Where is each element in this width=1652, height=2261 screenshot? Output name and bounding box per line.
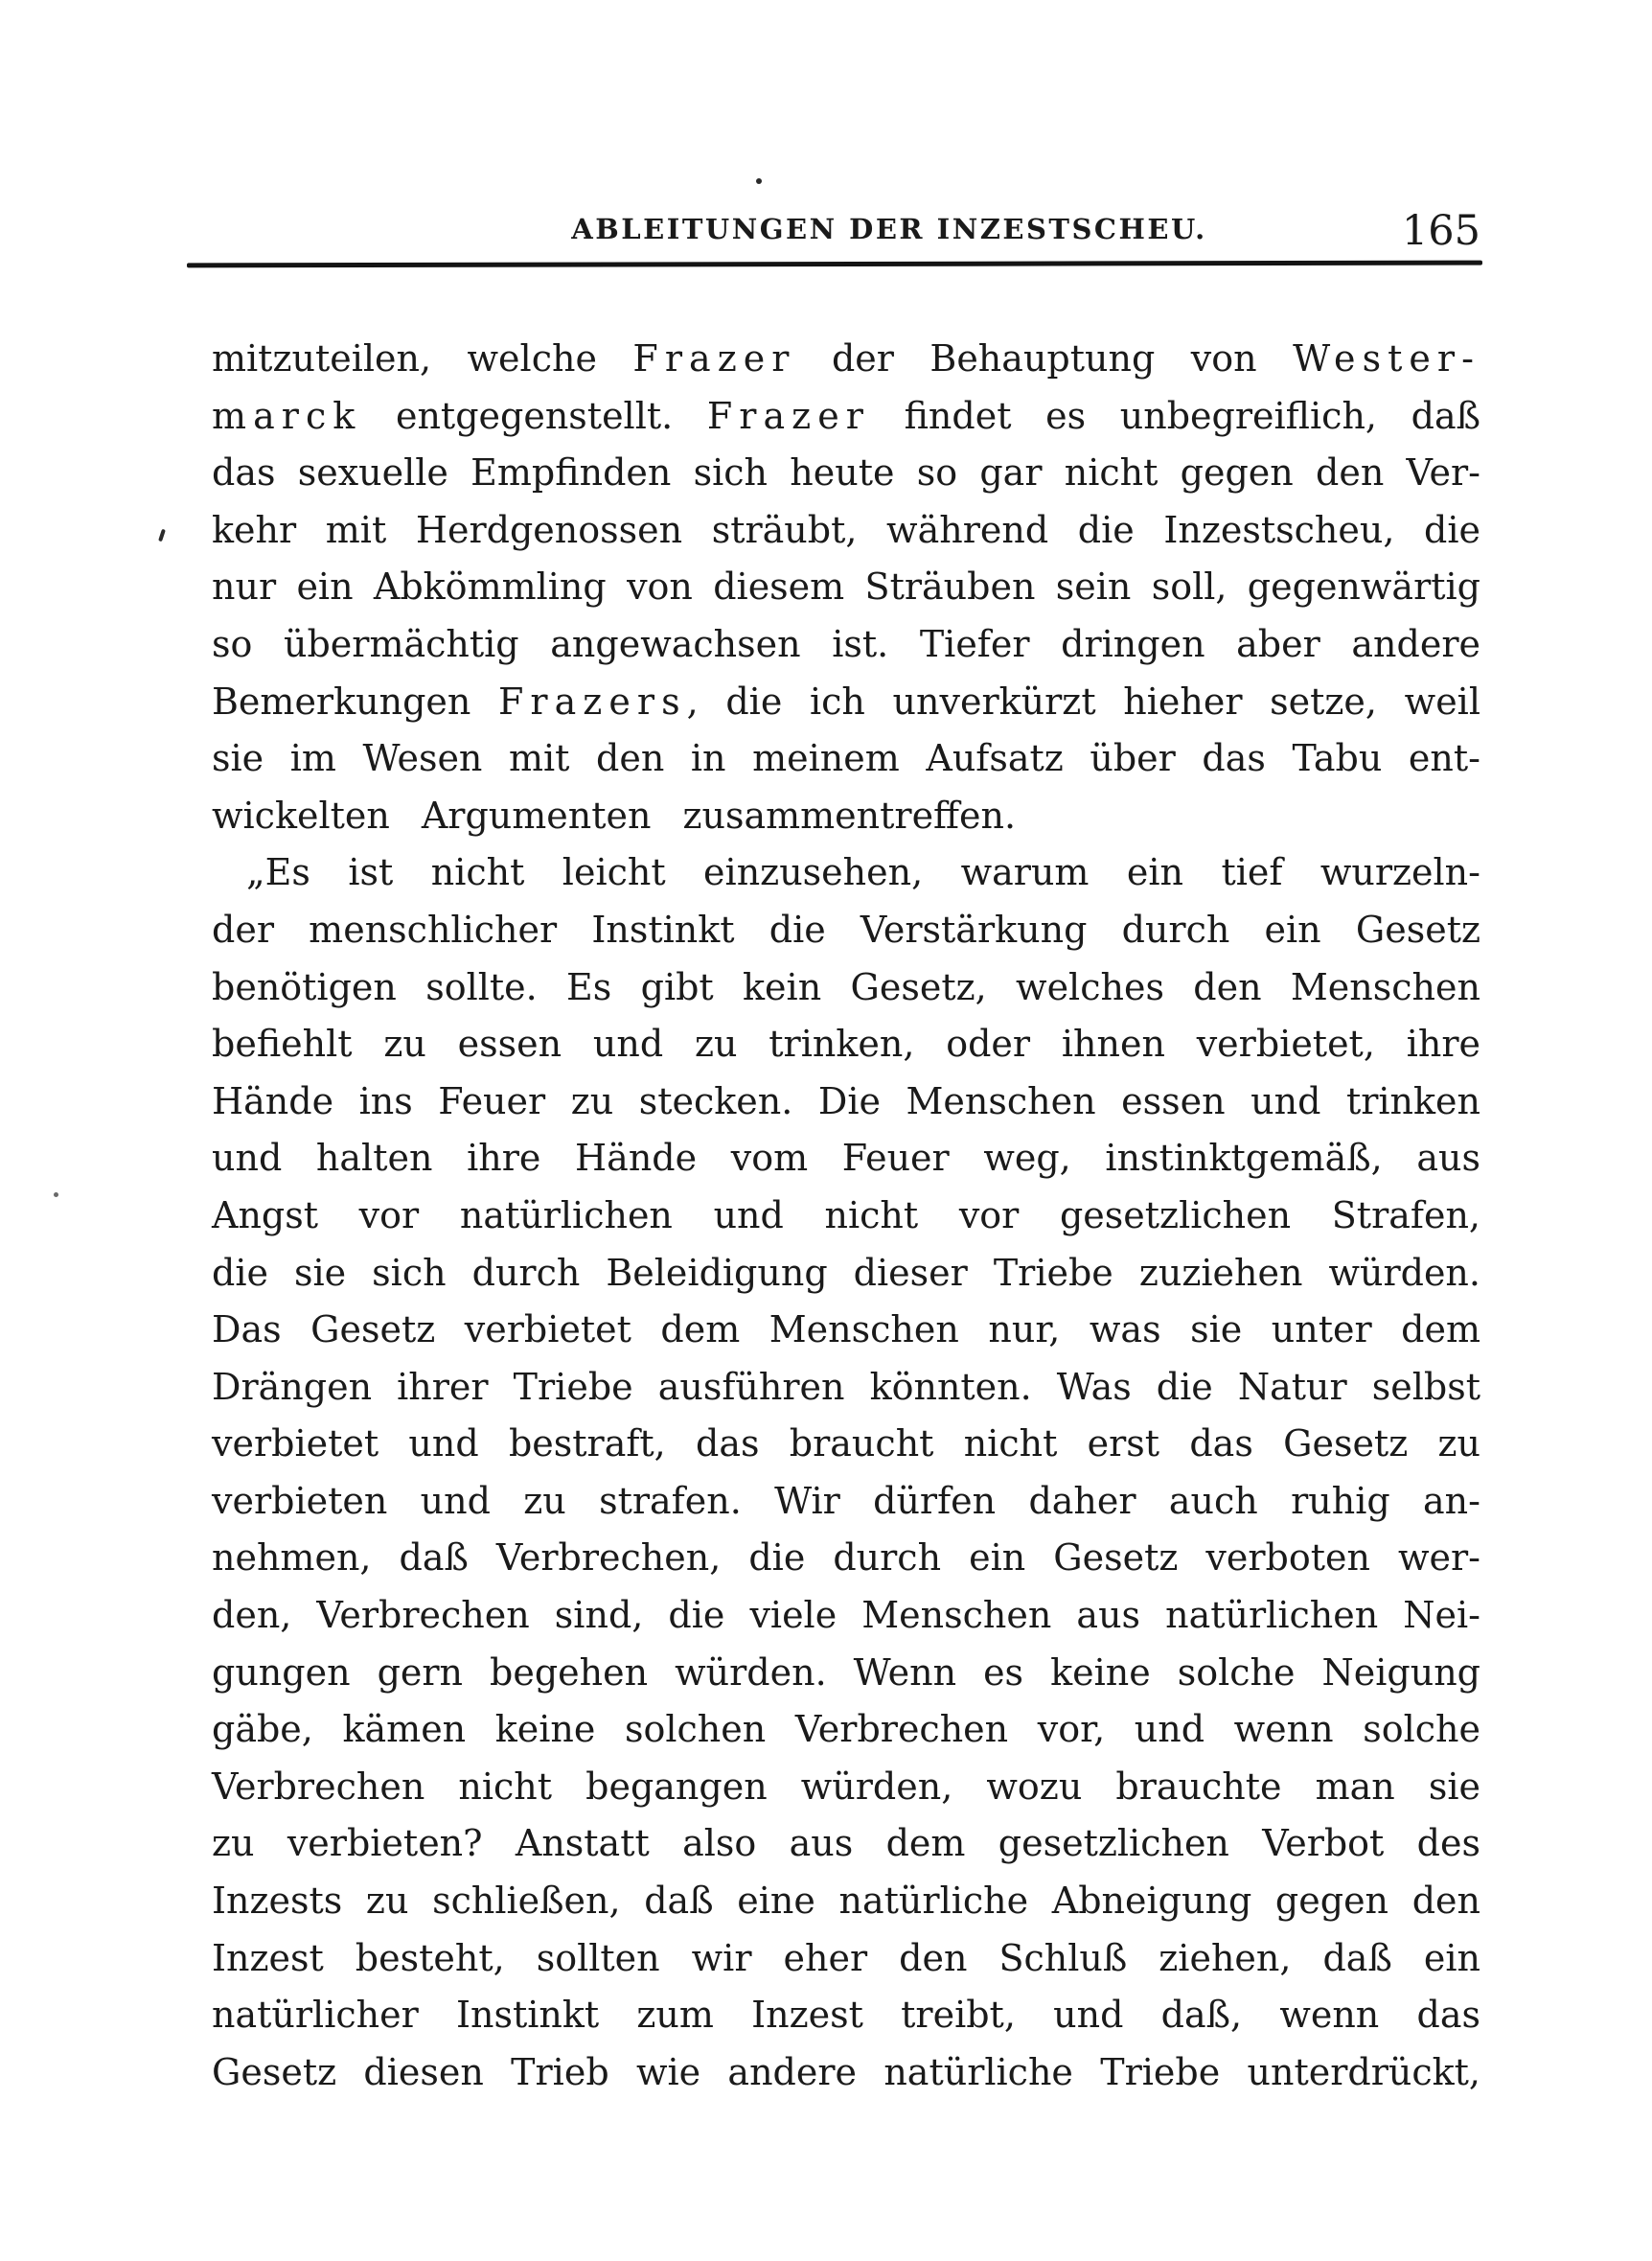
text-line — [212, 1188, 1480, 1245]
text-segment: Hände ins Feuer zu stecken. Die Menschen essen und trinken — [212, 1079, 1480, 1122]
text-line — [212, 1530, 1480, 1587]
running-head: ABLEITUNGEN DER INZESTSCHEU. — [571, 213, 1207, 245]
text-line — [212, 674, 1480, 731]
page-header — [212, 207, 1480, 255]
text-segment: befiehlt zu essen und zu trinken, oder ihnen verbietet, ihre — [212, 1023, 1480, 1066]
text-segment: wickelten Argumenten zusammentreffen. — [212, 794, 1017, 837]
text-segment: gungen gern begehen würden. Wenn es keine solche Neigung — [212, 1650, 1480, 1694]
text-segment: der Behauptung von — [795, 337, 1294, 380]
text-line — [212, 1930, 1480, 1988]
text-segment: „Es ist nicht leicht einzusehen, warum ein tief wurzeln- — [246, 851, 1480, 894]
text-segment: , die ich unverkürzt hieher setze, weil — [686, 680, 1480, 723]
text-line — [212, 2044, 1480, 2102]
text-segment: Das Gesetz verbietet dem Menschen nur, was sie unter dem — [212, 1308, 1480, 1351]
spaced-name: marck — [212, 394, 362, 437]
text-line — [212, 388, 1480, 446]
text-segment: natürlicher Instinkt zum Inzest treibt, und daß, wenn das — [212, 1994, 1480, 2037]
text-segment: nur ein Abkömmling von diesem Sträuben sein soll, gegenwärtig — [212, 565, 1480, 609]
text-segment: gäbe, kämen keine solchen Verbrechen vor, und wenn solche — [212, 1708, 1480, 1751]
text-segment: und halten ihre Hände vom Feuer weg, instinktgemäß, aus — [212, 1137, 1480, 1180]
text-line — [212, 1473, 1480, 1531]
text-segment: entgegenstellt. — [361, 394, 707, 437]
spaced-name: Frazer — [706, 394, 870, 437]
text-segment: der menschlicher Instinkt die Verstärkung durch ein Gesetz — [212, 908, 1480, 951]
text-line — [212, 1416, 1480, 1473]
text-segment: Verbrechen nicht begangen würden, wozu brauchte man sie — [212, 1765, 1480, 1808]
scan-speck — [158, 529, 166, 542]
text-segment: Inzests zu schließen, daß eine natürliche Abneigung gegen den — [212, 1880, 1480, 1923]
text-line — [212, 1987, 1480, 2044]
text-line — [212, 445, 1480, 502]
text-segment: verbieten und zu strafen. Wir dürfen daher auch ruhig an- — [212, 1479, 1480, 1522]
text-line — [212, 844, 1480, 902]
text-line — [212, 1873, 1480, 1930]
text-line — [212, 959, 1480, 1017]
text-segment: Gesetz diesen Trieb wie andere natürliche Triebe unterdrückt, — [212, 2050, 1480, 2093]
text-segment: verbietet und bestraft, das braucht nicht erst das Gesetz zu — [212, 1422, 1480, 1465]
text-line — [212, 1016, 1480, 1073]
text-segment: das sexuelle Empfinden sich heute so gar nicht gegen den Ver- — [212, 451, 1480, 495]
text-line — [212, 616, 1480, 674]
body-text — [212, 331, 1480, 2101]
text-segment: die sie sich durch Beleidigung dieser Triebe zuziehen würden. — [212, 1251, 1480, 1294]
text-segment: Inzest besteht, sollten wir eher den Schluß ziehen, daß ein — [212, 1936, 1480, 1979]
text-segment: den, Verbrechen sind, die viele Menschen aus natürlichen Nei- — [212, 1594, 1480, 1637]
text-line — [212, 1759, 1480, 1816]
page-number: 165 — [1401, 207, 1480, 255]
scan-speck — [54, 1192, 58, 1197]
header-rule — [187, 261, 1482, 268]
text-segment: Angst vor natürlichen und nicht vor gesetzlichen Strafen, — [212, 1193, 1480, 1236]
text-line — [212, 502, 1480, 560]
text-line — [212, 1645, 1480, 1702]
text-segment: benötigen sollte. Es gibt kein Gesetz, welches den Menschen — [212, 965, 1480, 1008]
text-segment: Bemerkungen — [212, 680, 499, 723]
text-line — [212, 1359, 1480, 1417]
text-line — [212, 559, 1480, 616]
spaced-name: Wester- — [1293, 337, 1480, 380]
text-line — [212, 788, 1480, 845]
text-line — [212, 331, 1480, 388]
text-line — [212, 730, 1480, 788]
spaced-name: Frazers — [498, 680, 687, 723]
scan-speck — [756, 178, 762, 184]
text-segment: sie im Wesen mit den in meinem Aufsatz über das Tabu ent- — [212, 737, 1480, 780]
text-line — [212, 1302, 1480, 1359]
text-segment: findet es unbegreiflich, daß — [869, 394, 1481, 437]
text-line — [212, 1815, 1480, 1873]
text-segment: nehmen, daß Verbrechen, die durch ein Gesetz verboten wer- — [212, 1536, 1480, 1580]
text-segment: so übermächtig angewachsen ist. Tiefer dringen aber andere — [212, 622, 1480, 665]
text-segment: zu verbieten? Anstatt also aus dem gesetzlichen Verbot des — [212, 1822, 1480, 1865]
text-line — [212, 902, 1480, 959]
spaced-name: Frazer — [632, 337, 796, 380]
text-line — [212, 1073, 1480, 1131]
text-line — [212, 1587, 1480, 1645]
text-line — [212, 1245, 1480, 1303]
text-segment: kehr mit Herdgenossen sträubt, während die Inzestscheu, die — [212, 508, 1480, 551]
text-line — [212, 1130, 1480, 1188]
text-segment: Drängen ihrer Triebe ausführen könnten. Was die Natur selbst — [212, 1365, 1480, 1408]
text-segment: mitzuteilen, welche — [212, 337, 633, 380]
text-line — [212, 1701, 1480, 1759]
